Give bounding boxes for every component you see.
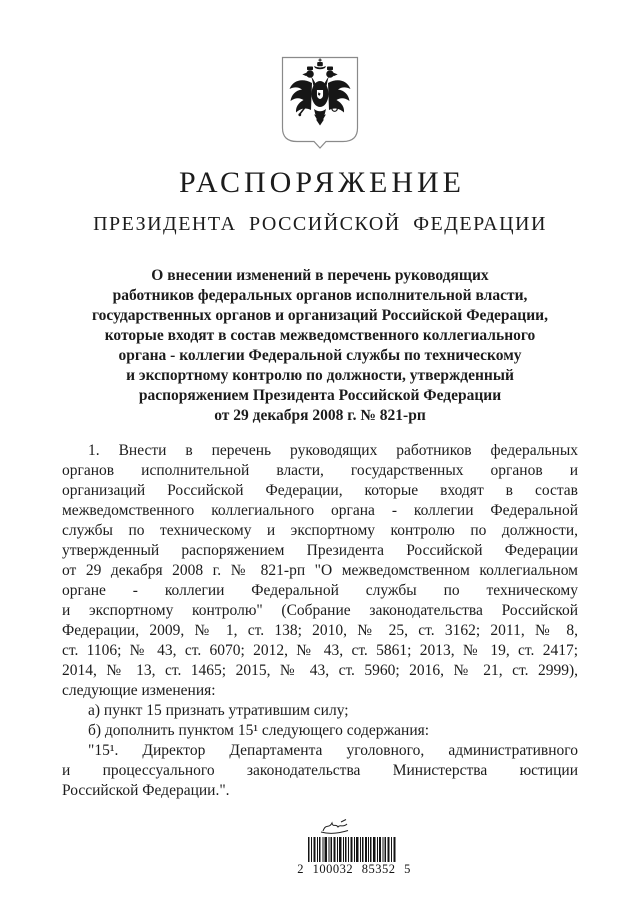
body-line: органов исполнительной власти, государственных органов и: [62, 462, 578, 479]
body-line: ст. 1106; № 43, ст. 6070; 2012, № 43, ст. 5861; 2013, № 19, ст. 2417;: [62, 642, 578, 659]
body-line: и процессуального законодательства Министерства юстиции: [62, 762, 578, 779]
russia-coat-of-arms-icon: [281, 56, 359, 150]
subject-line: государственных органов и организаций Российской Федерации,: [92, 307, 548, 324]
subject-line: которые входят в состав межведомственного коллегиального: [104, 327, 536, 344]
subject-line: и экспортному контролю по должности, утвержденный: [126, 367, 514, 384]
body-line: Российской Федерации.".: [62, 782, 230, 799]
document-body: [62, 441, 578, 801]
subject-line: органа - коллегии Федеральной службы по техническому: [118, 347, 522, 364]
subject-line: распоряжением Президента Российской Федерации: [138, 387, 502, 404]
body-line: межведомственного коллегиального органа - коллегии Федеральной: [62, 502, 578, 519]
body-line: утвержденный распоряжением Президента Российской Федерации: [62, 542, 578, 559]
body-line: Федерации, 2009, № 1, ст. 138; 2010, № 25, ст. 3162; 2011, № 8,: [62, 622, 578, 639]
body-line: следующие изменения:: [62, 682, 216, 699]
barcode-number: 2 100032 85352 5: [297, 862, 411, 876]
barcode-block: [297, 817, 411, 876]
subject-line: от 29 декабря 2008 г. № 821-рп: [214, 407, 426, 424]
body-line: организаций Российской Федерации, которые входят в состав: [62, 482, 578, 499]
clause-b: б) дополнить пунктом 15¹ следующего содержания:: [88, 722, 430, 739]
body-line: 2014, № 13, ст. 1465; 2015, № 43, ст. 5960; 2016, № 21, ст. 2999),: [62, 662, 578, 679]
body-line: 1. Внести в перечень руководящих работников федеральных: [88, 442, 578, 459]
body-line: "15¹. Директор Департамента уголовного, административного: [88, 742, 578, 759]
document-issuer-subtitle: ПРЕЗИДЕНТА РОССИЙСКОЙ ФЕДЕРАЦИИ: [93, 213, 547, 235]
ean-barcode-icon: [308, 837, 396, 862]
body-line: органе - коллегии Федеральной службы по техническому: [62, 582, 578, 599]
subject-line: О внесении изменений в перечень руководящих: [151, 267, 489, 284]
body-line: службы по техническому и экспортному контролю по должности,: [62, 522, 578, 539]
body-line: и экспортному контролю" (Собрание законодательства Российской: [62, 602, 578, 619]
body-line: от 29 декабря 2008 г. № 821-рп "О межведомственном коллегиальном: [62, 562, 578, 579]
subject-line: работников федеральных органов исполнительной власти,: [112, 287, 528, 304]
coat-of-arms: [281, 56, 359, 150]
signature-scribble-icon: [318, 817, 354, 837]
document-type-title: РАСПОРЯЖЕНИЕ: [178, 166, 466, 199]
document-subject: [60, 266, 580, 426]
clause-a: а) пункт 15 признать утратившим силу;: [88, 702, 349, 719]
